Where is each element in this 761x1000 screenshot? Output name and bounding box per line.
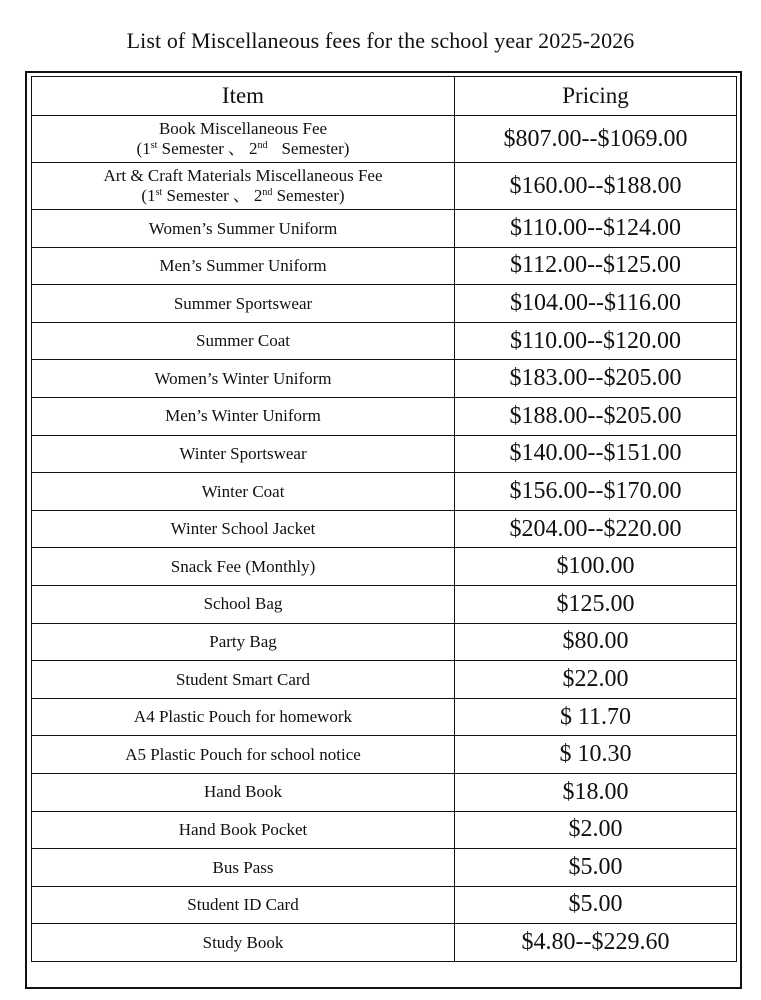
item-cell: Bus Pass bbox=[32, 849, 455, 887]
price-cell: $2.00 bbox=[455, 811, 737, 849]
table-row bbox=[32, 548, 737, 586]
table-row bbox=[32, 886, 737, 924]
price-cell: $183.00--$205.00 bbox=[455, 360, 737, 398]
item-cell bbox=[32, 116, 455, 163]
price-cell: $156.00--$170.00 bbox=[455, 473, 737, 511]
item-cell bbox=[32, 163, 455, 210]
item-cell: Women’s Winter Uniform bbox=[32, 360, 455, 398]
table-row bbox=[32, 623, 737, 661]
table-row bbox=[32, 585, 737, 623]
item-cell: Winter Coat bbox=[32, 473, 455, 511]
item-cell: Women’s Summer Uniform bbox=[32, 210, 455, 248]
item-cell: Men’s Winter Uniform bbox=[32, 397, 455, 435]
item-cell: Student Smart Card bbox=[32, 661, 455, 699]
item-cell: Winter School Jacket bbox=[32, 510, 455, 548]
price-cell: $80.00 bbox=[455, 623, 737, 661]
table-row bbox=[32, 360, 737, 398]
header-item: Item bbox=[32, 77, 455, 116]
table-row bbox=[32, 924, 737, 962]
item-cell: Winter Sportswear bbox=[32, 435, 455, 473]
table-row bbox=[32, 510, 737, 548]
table-row bbox=[32, 322, 737, 360]
price-cell: $5.00 bbox=[455, 849, 737, 887]
item-cell: Men’s Summer Uniform bbox=[32, 247, 455, 285]
item-name: Book Miscellaneous Fee bbox=[158, 119, 328, 139]
table-row bbox=[32, 397, 737, 435]
price-cell: $104.00--$116.00 bbox=[455, 285, 737, 323]
item-cell: Party Bag bbox=[32, 623, 455, 661]
price-cell: $204.00--$220.00 bbox=[455, 510, 737, 548]
item-cell: Hand Book bbox=[32, 773, 455, 811]
fees-table bbox=[31, 76, 737, 962]
price-cell: $807.00--$1069.00 bbox=[455, 116, 737, 163]
table-row bbox=[32, 210, 737, 248]
price-cell: $140.00--$151.00 bbox=[455, 435, 737, 473]
price-cell: $125.00 bbox=[455, 585, 737, 623]
header-pricing: Pricing bbox=[455, 77, 737, 116]
header-row bbox=[32, 77, 737, 116]
price-cell: $110.00--$124.00 bbox=[455, 210, 737, 248]
item-semester-note: (1st Semester 、 2nd Semester) bbox=[136, 139, 350, 158]
table-row bbox=[32, 698, 737, 736]
table-row bbox=[32, 247, 737, 285]
table-row bbox=[32, 473, 737, 511]
item-cell: Study Book bbox=[32, 924, 455, 962]
item-cell: Snack Fee (Monthly) bbox=[32, 548, 455, 586]
price-cell: $22.00 bbox=[455, 661, 737, 699]
item-cell: A4 Plastic Pouch for homework bbox=[32, 698, 455, 736]
item-cell: Hand Book Pocket bbox=[32, 811, 455, 849]
item-cell: Student ID Card bbox=[32, 886, 455, 924]
table-row bbox=[32, 116, 737, 163]
price-cell: $160.00--$188.00 bbox=[455, 163, 737, 210]
item-cell: Summer Sportswear bbox=[32, 285, 455, 323]
price-cell: $112.00--$125.00 bbox=[455, 247, 737, 285]
item-cell: A5 Plastic Pouch for school notice bbox=[32, 736, 455, 774]
price-cell: $ 11.70 bbox=[455, 698, 737, 736]
item-name: Art & Craft Materials Miscellaneous Fee bbox=[103, 166, 383, 186]
table-row bbox=[32, 435, 737, 473]
item-semester-note: (1st Semester 、 2nd Semester) bbox=[141, 186, 345, 205]
price-cell: $4.80--$229.60 bbox=[455, 924, 737, 962]
price-cell: $ 10.30 bbox=[455, 736, 737, 774]
table-row bbox=[32, 773, 737, 811]
price-cell: $110.00--$120.00 bbox=[455, 322, 737, 360]
page-title: List of Miscellaneous fees for the school year 2025-2026 bbox=[126, 28, 635, 53]
table-row bbox=[32, 163, 737, 210]
table-row bbox=[32, 736, 737, 774]
price-cell: $18.00 bbox=[455, 773, 737, 811]
table-row bbox=[32, 849, 737, 887]
table-row bbox=[32, 811, 737, 849]
table-row bbox=[32, 285, 737, 323]
price-cell: $188.00--$205.00 bbox=[455, 397, 737, 435]
item-cell: Summer Coat bbox=[32, 322, 455, 360]
price-cell: $5.00 bbox=[455, 886, 737, 924]
table-row bbox=[32, 661, 737, 699]
price-cell: $100.00 bbox=[455, 548, 737, 586]
item-cell: School Bag bbox=[32, 585, 455, 623]
